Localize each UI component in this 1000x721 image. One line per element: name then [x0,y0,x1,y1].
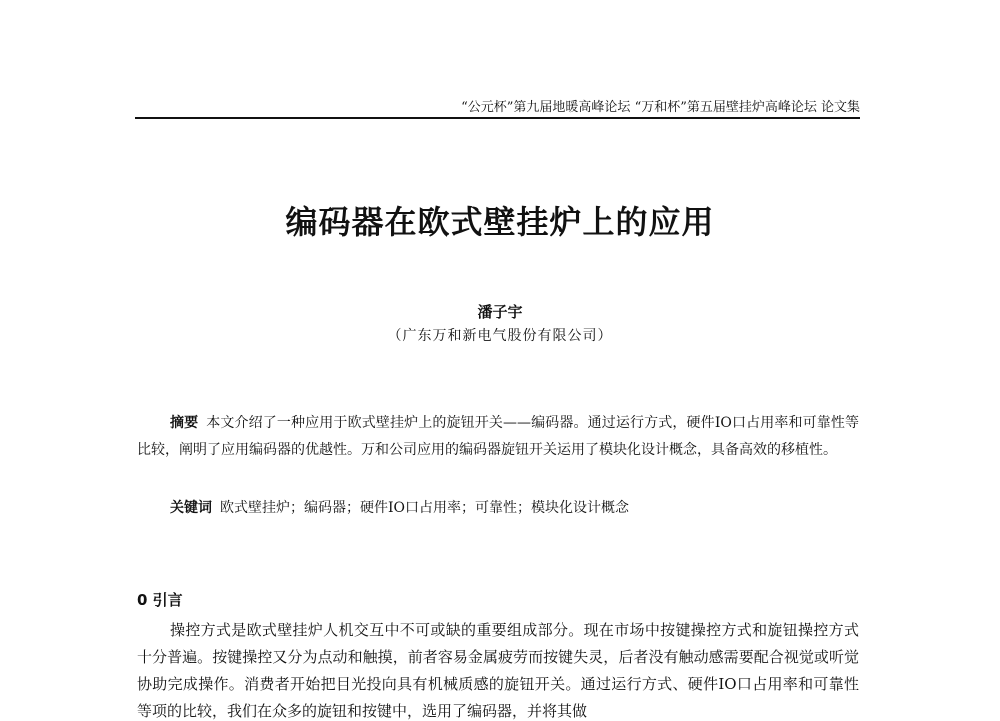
author-affiliation: （广东万和新电气股份有限公司） [387,328,613,344]
abstract-label: 摘要 [170,415,199,431]
section-heading-introduction: 0 引言 [137,591,183,609]
running-header: “公元杯”第九届地暖高峰论坛 “万和杯”第五届壁挂炉高峰论坛 论文集 [461,100,860,115]
header-rule [135,117,860,119]
introduction-paragraph: 操控方式是欧式壁挂炉人机交互中不可或缺的重要组成部分。现在市场中按键操控方式和旋钮操控方式十分普遍。按键操控又分为点动和触摸，前者容易金属疲劳而按键失灵，后者没有触动感需要配合视觉或听觉协助完成操作。消费者开始把目光投向具有机械质感的旋钮开关。通过运行方式、硬件IO口占用率和可靠性等项的比较，我们在众多的旋钮和按键中，选用了编码器，并将其做 [137,621,859,720]
keywords-label: 关键词 [170,500,212,516]
abstract-text: 本文介绍了一种应用于欧式壁挂炉上的旋钮开关——编码器。通过运行方式，硬件IO口占用率和可靠性等比较，阐明了应用编码器的优越性。万和公司应用的编码器旋钮开关运用了模块化设计概念，具备高效的移植性。 [137,415,859,458]
abstract-paragraph [137,410,859,464]
keywords-line [170,497,860,517]
keywords-text: 欧式壁挂炉；编码器；硬件IO口占用率；可靠性；模块化设计概念 [220,500,630,516]
paper-title: 编码器在欧式壁挂炉上的应用 [285,203,715,241]
author-name: 潘子宇 [477,303,523,321]
